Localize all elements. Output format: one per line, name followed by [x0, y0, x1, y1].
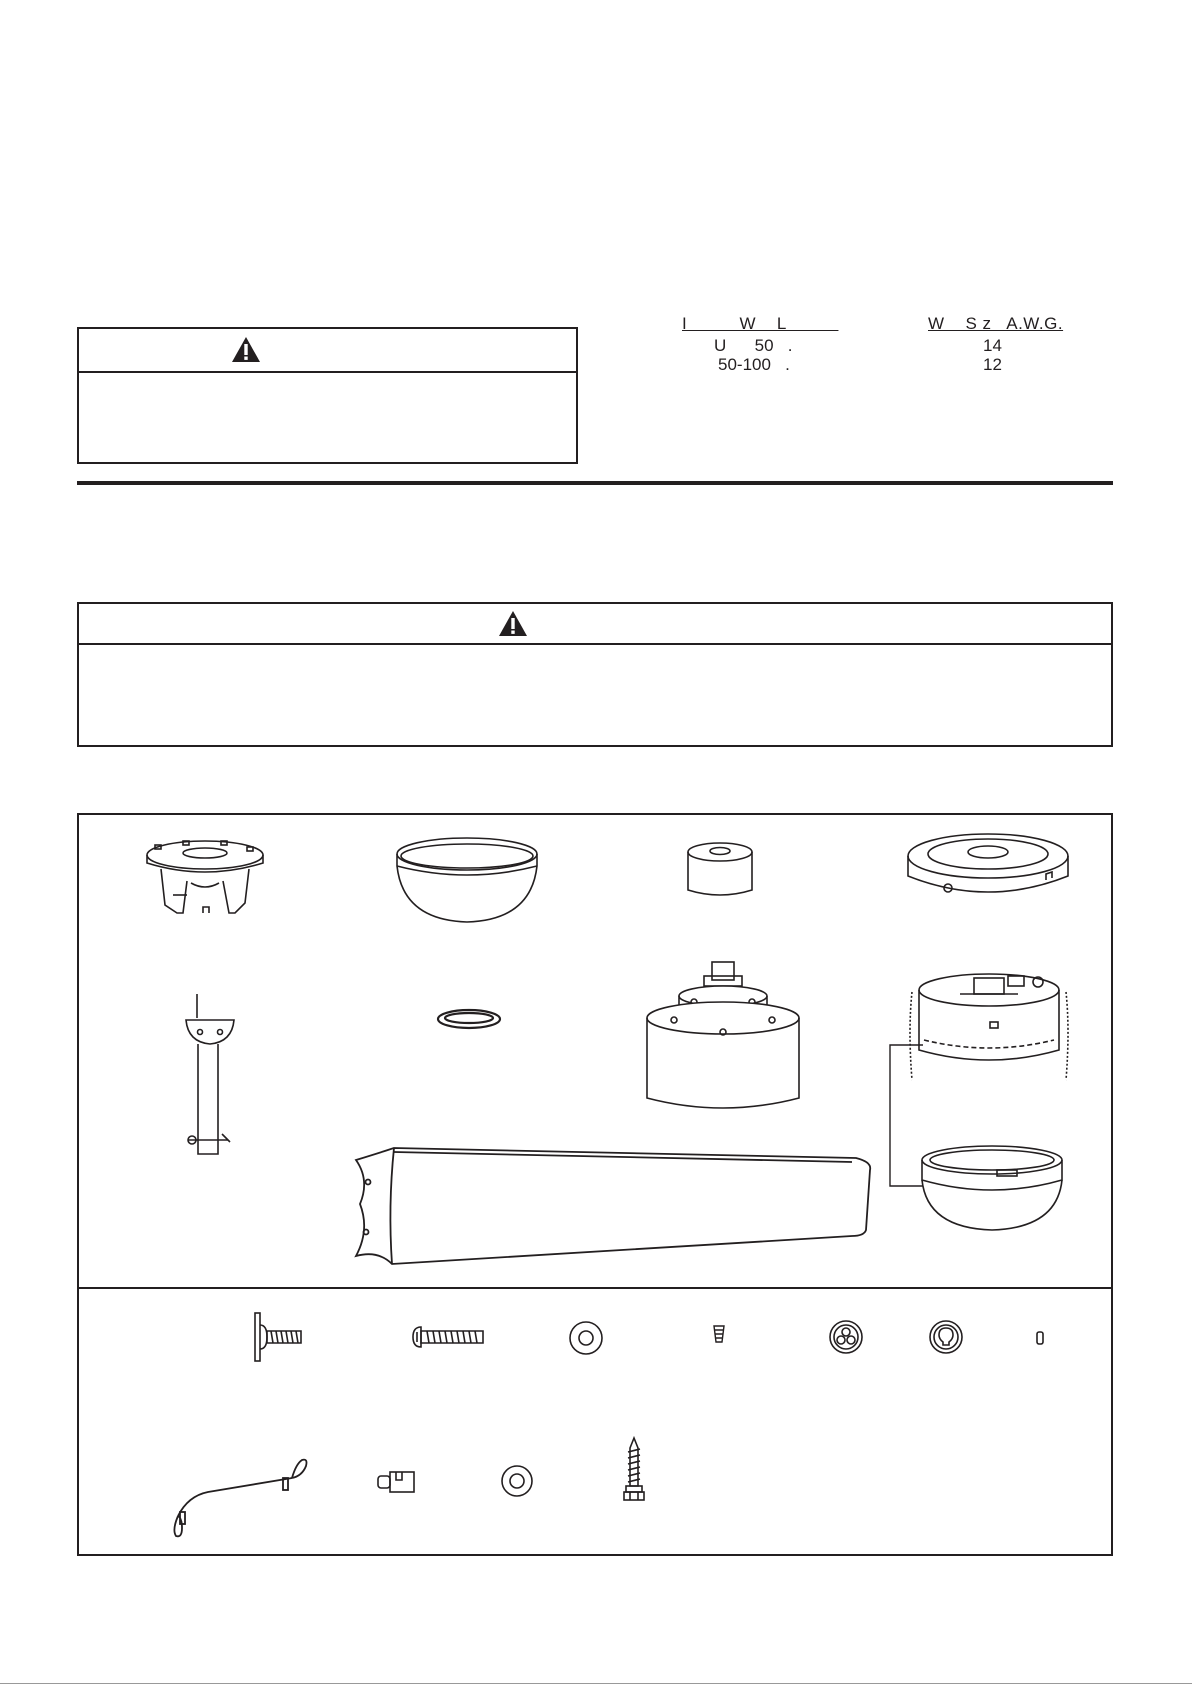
clevis-pin-image [376, 1466, 416, 1498]
warning-box-middle [77, 602, 1113, 747]
light-pull-cap-image [928, 1319, 964, 1355]
washer-image [568, 1320, 604, 1356]
warning-triangle-icon [498, 610, 528, 637]
wire-length-cell: 50-100 . [718, 355, 790, 374]
warning-box-divider [79, 643, 1111, 645]
canopy-image [395, 832, 540, 924]
parts-box-divider [79, 1287, 1111, 1289]
fan-pull-cap-image [828, 1319, 864, 1355]
wire-gauge-header: W S z A.W.G. [928, 314, 1064, 333]
wire-length-header: I W L [682, 314, 839, 333]
wire-length-cell: U 50 . [714, 336, 793, 355]
motor-assembly-image [644, 958, 802, 1114]
blade-screw-image [249, 1311, 305, 1363]
warning-box-top [77, 327, 578, 464]
mounting-screw-image [411, 1324, 485, 1350]
switch-housing-cap-image [906, 832, 1070, 902]
canopy-ring-image [436, 1008, 502, 1030]
switch-housing-image [904, 970, 1074, 1082]
wood-screw-image [622, 1436, 646, 1502]
warning-triangle-icon [231, 336, 261, 363]
canopy-cover-image [686, 842, 754, 898]
warning-box-divider [79, 371, 576, 373]
hanger-bracket-image [143, 835, 267, 917]
wire-gauge-cell: 12 [983, 355, 1002, 374]
safety-cable-image [168, 1454, 310, 1538]
wire-nut-image [712, 1324, 726, 1344]
lock-washer-image [500, 1464, 534, 1498]
light-kit-bowl-image [917, 1144, 1067, 1234]
spare-pin-image [1035, 1330, 1045, 1346]
wire-gauge-cell: 14 [983, 336, 1002, 355]
downrod-image [182, 990, 242, 1160]
footer-rule [0, 1683, 1192, 1684]
fan-blade-image [352, 1146, 874, 1268]
section-rule [77, 481, 1113, 485]
